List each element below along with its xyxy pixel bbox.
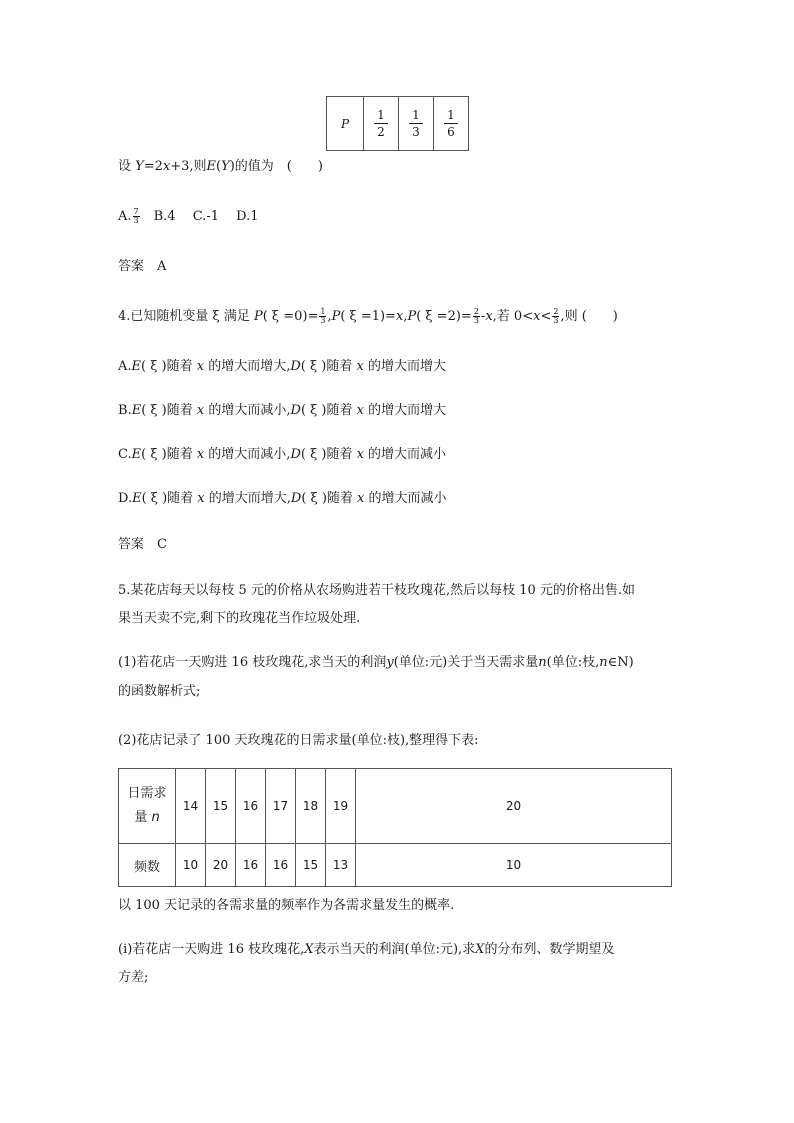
- t: ,: [327, 309, 332, 324]
- t: 4.已知随机变量 ξ 满足: [118, 309, 254, 324]
- prob-num: 1: [409, 108, 423, 124]
- frac-num: 2: [553, 307, 559, 316]
- prob-den: 2: [377, 125, 385, 139]
- q5-stem-line2: 果当天卖不完,剩下的玫瑰花当作垃圾处理.: [118, 611, 361, 626]
- freq-cell: 15: [296, 844, 326, 887]
- freq-cell: 13: [326, 844, 356, 887]
- probability-table: [326, 96, 469, 151]
- q5-stem-line1: 5.某花店每天以每枝 5 元的价格从农场购进若干枝玫瑰花,然后以每枝 10 元的价格出售.如: [118, 583, 636, 598]
- prob-num: 1: [444, 108, 458, 124]
- var-x: x: [196, 403, 205, 418]
- var-x: X: [475, 942, 485, 957]
- var-x: x: [196, 359, 205, 374]
- t: 设: [118, 159, 136, 174]
- option-label: A.: [118, 359, 132, 374]
- t: ( ξ )随着: [300, 359, 357, 374]
- t: 的增大而增大,: [204, 491, 291, 506]
- t: (i)若花店一天购进 16 枝玫瑰花,: [118, 942, 305, 957]
- t: ,则 ( ): [560, 309, 618, 324]
- t: =2: [143, 159, 163, 174]
- t: B.4 C.-1 D.1: [140, 209, 259, 224]
- t: 的增大而减小: [363, 447, 447, 462]
- frac-num: 1: [320, 307, 326, 316]
- var-x: x: [356, 447, 364, 462]
- t: 的增大而增大,: [204, 359, 291, 374]
- demand-cell: 16: [236, 769, 266, 844]
- t: 的分布列、数学期望及: [484, 942, 615, 957]
- t: 的增大而增大: [363, 403, 447, 418]
- var-x: x: [357, 491, 365, 506]
- t: 的增大而增大: [363, 359, 446, 374]
- t: (单位:枝,: [546, 655, 600, 670]
- var-n: n: [151, 810, 160, 825]
- demand-cell: 17: [266, 769, 296, 844]
- var-p: P: [253, 309, 263, 324]
- q5-part1-line2: 的函数解析式;: [118, 684, 201, 699]
- var-y: Y: [135, 159, 144, 174]
- t: ,: [403, 309, 408, 324]
- header-demand-cell: [119, 769, 176, 844]
- freq-cell: 20: [206, 844, 236, 887]
- t: ∈N): [607, 655, 634, 670]
- frac-num: 2: [473, 307, 479, 316]
- t: ( ξ )随着: [141, 491, 198, 506]
- frac-den: 3: [320, 316, 326, 325]
- var-e: E: [206, 159, 217, 174]
- prob-den: 3: [412, 125, 420, 139]
- var-e: E: [131, 359, 142, 374]
- demand-cell: 19: [326, 769, 356, 844]
- frac-den: 3: [553, 316, 559, 325]
- t: (1)若花店一天购进 16 枝玫瑰花,求当天的利润: [118, 655, 387, 670]
- var-y: Y: [221, 159, 230, 174]
- var-e: E: [132, 491, 142, 506]
- t: ,若 0<: [492, 309, 534, 324]
- t: 的增大而减小,: [204, 403, 291, 418]
- demand-cell: 14: [176, 769, 206, 844]
- var-d: D: [290, 403, 301, 418]
- frac-num: 7: [133, 207, 139, 216]
- var-x: x: [162, 159, 171, 174]
- t: ( ξ =2)=: [416, 309, 472, 324]
- fraction: [473, 308, 480, 325]
- freq-cell: 10: [176, 844, 206, 887]
- header-text: 量: [134, 810, 152, 825]
- option-a-label: A.: [118, 209, 132, 224]
- q5-part-i-line1: [118, 940, 614, 960]
- freq-cell: 16: [236, 844, 266, 887]
- var-x: X: [304, 942, 314, 957]
- t: (: [216, 159, 222, 174]
- t: <: [540, 309, 552, 324]
- t: ( ξ )随着: [141, 447, 197, 462]
- q4-option-b: [118, 401, 446, 421]
- header-text: 日需求: [127, 786, 167, 801]
- prob-cell: [364, 97, 399, 151]
- var-x: x: [197, 491, 205, 506]
- demand-cell: 15: [206, 769, 236, 844]
- var-x: x: [395, 309, 404, 324]
- demand-cell: 20: [356, 769, 672, 844]
- t: ( ξ )随着: [301, 491, 358, 506]
- prob-label: P: [340, 116, 350, 131]
- t: ( ξ )随着: [141, 359, 197, 374]
- q5-part-i-line2: 方差;: [118, 970, 149, 985]
- var-x: x: [356, 359, 364, 374]
- t: ( ξ )随着: [300, 403, 357, 418]
- t: +3,则: [170, 159, 207, 174]
- var-x: x: [356, 403, 364, 418]
- var-n: n: [599, 655, 608, 670]
- q5-note: 以 100 天记录的各需求量的频率作为各需求量发生的概率.: [118, 898, 455, 913]
- t: -: [480, 309, 486, 324]
- q4-answer: 答案 C: [118, 537, 167, 552]
- frac-den: 3: [473, 316, 479, 325]
- prob-cell: [434, 97, 469, 151]
- prob-cell: [399, 97, 434, 151]
- var-d: D: [290, 447, 301, 462]
- q5-part2: (2)花店记录了 100 天玫瑰花的日需求量(单位:枝),整理得下表:: [118, 733, 479, 748]
- fraction: [319, 308, 326, 325]
- option-label: C.: [118, 447, 132, 462]
- prob-num: 1: [374, 108, 388, 124]
- prob-label-cell: [327, 97, 364, 151]
- var-p: P: [331, 309, 341, 324]
- frac-den: 3: [133, 216, 139, 225]
- q4-stem: [118, 307, 618, 327]
- freq-cell: 10: [356, 844, 672, 887]
- var-x: x: [485, 309, 493, 324]
- var-p: P: [407, 309, 417, 324]
- q4-option-c: [118, 445, 446, 465]
- option-label: D.: [118, 491, 133, 506]
- t: 的增大而减小: [364, 491, 447, 506]
- var-e: E: [131, 447, 142, 462]
- option-label: B.: [118, 403, 132, 418]
- t: 表示当天的利润(单位:元),求: [313, 942, 476, 957]
- t: )的值为 ( ): [229, 159, 323, 174]
- demand-table: [118, 768, 672, 887]
- var-y: y: [386, 655, 394, 670]
- q3-stem: [118, 157, 323, 177]
- t: ( ξ =0)=: [262, 309, 319, 324]
- fraction: [552, 308, 559, 325]
- header-freq-cell: 频数: [119, 844, 176, 887]
- var-d: D: [290, 359, 301, 374]
- var-d: D: [290, 491, 302, 506]
- demand-cell: 18: [296, 769, 326, 844]
- var-x: x: [196, 447, 205, 462]
- t: ( ξ =1)=: [340, 309, 396, 324]
- q4-option-a: [118, 357, 446, 377]
- t: ( ξ )随着: [141, 403, 197, 418]
- prob-den: 6: [447, 125, 455, 139]
- q3-options: [118, 207, 259, 227]
- freq-cell: 16: [266, 844, 296, 887]
- var-x: x: [533, 309, 541, 324]
- var-n: n: [538, 655, 547, 670]
- t: ( ξ )随着: [300, 447, 357, 462]
- var-e: E: [131, 403, 142, 418]
- t: (单位:元)关于当天需求量: [393, 655, 539, 670]
- t: 的增大而减小,: [204, 447, 291, 462]
- q3-answer: 答案 A: [118, 259, 167, 274]
- fraction: [133, 208, 140, 225]
- q4-option-d: [118, 489, 447, 509]
- q5-part1-line1: [118, 653, 634, 673]
